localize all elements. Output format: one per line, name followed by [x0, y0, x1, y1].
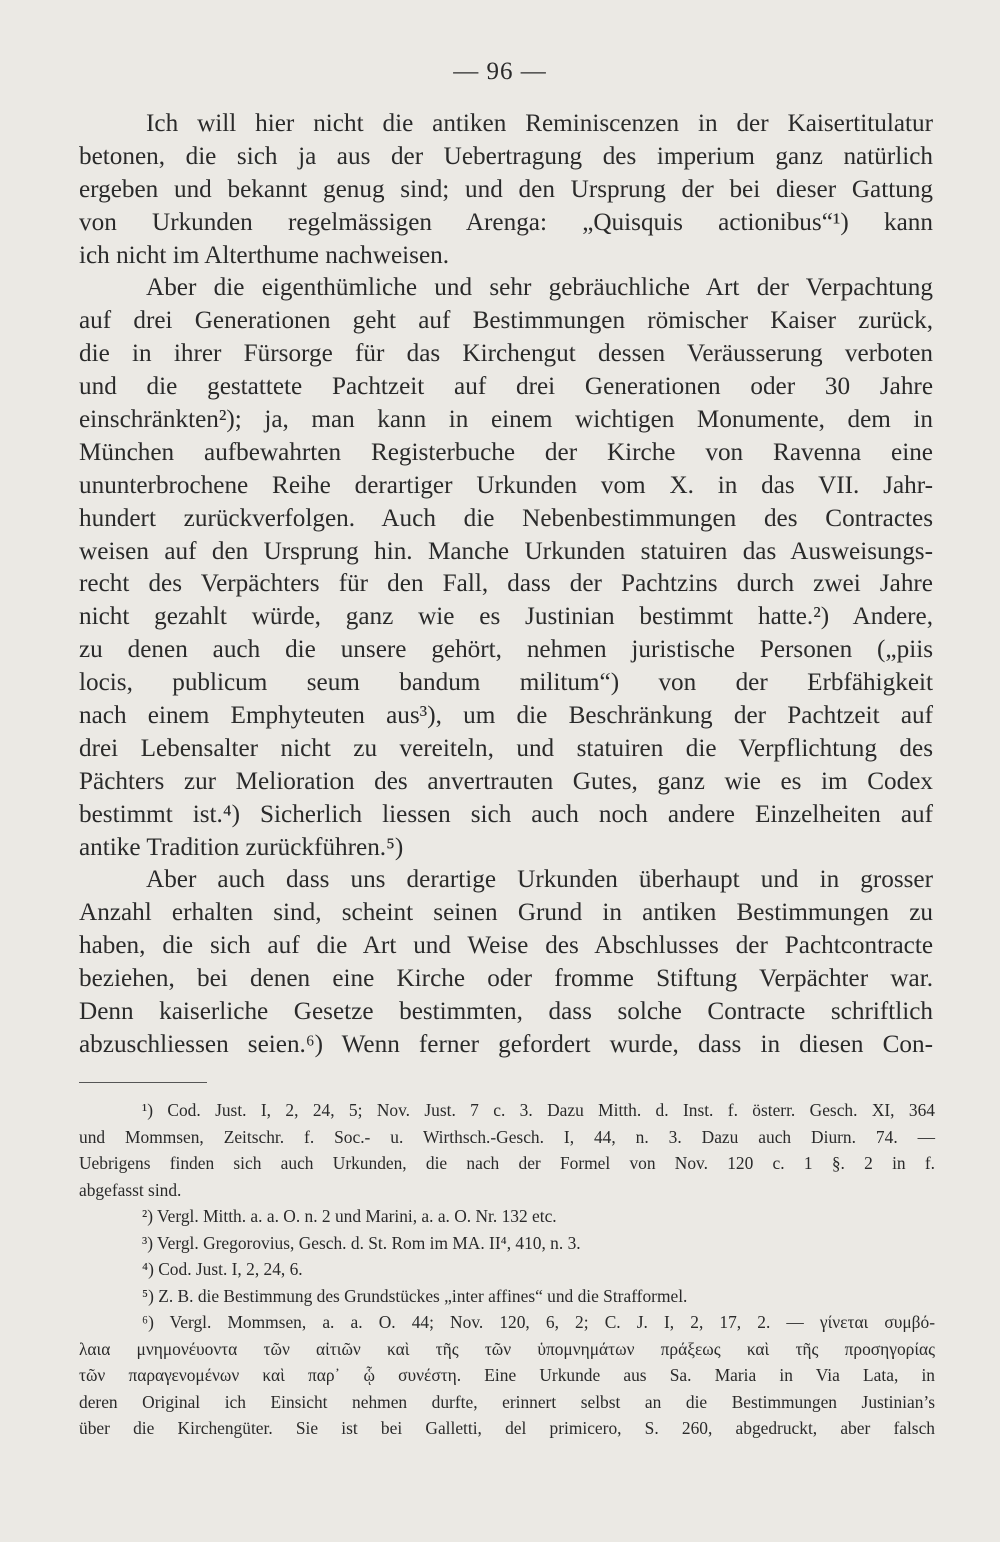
- footnotes: [79, 1097, 935, 1442]
- footnote-line: und Mommsen, Zeitschr. f. Soc.- u. Wirthsch.-Gesch. I, 44, n. 3. Dazu auch Diurn. 74. —: [79, 1126, 935, 1147]
- text-line: Aber die eigenthümliche und sehr gebräuchliche Art der Verpachtung: [146, 274, 933, 302]
- text-line: einschränkten²); ja, man kann in einem wichtigen Monumente, dem in: [79, 406, 933, 434]
- footnote-line: ⁴) Cod. Just. I, 2, 24, 6.: [142, 1259, 303, 1279]
- page-number: — 96 —: [453, 58, 547, 85]
- footnote-line: ²) Vergl. Mitth. a. a. O. n. 2 und Marini, a. a. O. Nr. 132 etc.: [142, 1206, 557, 1226]
- text-line: betonen, die sich ja aus der Uebertragung des imperium ganz natürlich: [79, 142, 933, 170]
- text-line: die in ihrer Fürsorge für das Kirchengut dessen Veräusserung verboten: [79, 340, 933, 368]
- text-line: recht des Verpächters für den Fall, dass der Pachtzins durch zwei Jahre: [79, 570, 933, 598]
- text-line: und die gestattete Pachtzeit auf drei Generationen oder 30 Jahre: [79, 373, 933, 401]
- text-line: ununterbrochene Reihe derartiger Urkunden vom X. in das VII. Jahr-: [79, 471, 933, 499]
- footnote-line: abgefasst sind.: [79, 1179, 182, 1200]
- text-line: ich nicht im Alterthume nachweisen.: [79, 241, 450, 269]
- text-line: von Urkunden regelmässigen Arenga: „Quisquis actionibus“¹) kann: [79, 208, 933, 236]
- footnote-line: Uebrigens finden sich auch Urkunden, die nach der Formel von Nov. 120 c. 1 §. 2 in f.: [79, 1153, 935, 1173]
- text-line: locis, publicum seum bandum militum“) von der Erbfähigkeit: [79, 669, 933, 697]
- text-line: bestimmt ist.⁴) Sicherlich liessen sich auch noch andere Einzelheiten auf: [79, 800, 933, 828]
- footnote-line: über die Kirchengüter. Sie ist bei Galletti, del primicero, S. 260, abgedruckt, aber falsch: [79, 1418, 935, 1438]
- main-text: [79, 108, 933, 1062]
- text-line: auf drei Generationen geht auf Bestimmungen römischer Kaiser zurück,: [79, 307, 933, 335]
- footnote-line: ⁵) Z. B. die Bestimmung des Grundstückes „inter affines“ und die Strafformel.: [142, 1285, 688, 1306]
- footnote-divider: [79, 1082, 207, 1083]
- text-line: nach einem Emphyteuten aus³), um die Beschränkung der Pachtzeit auf: [79, 702, 933, 730]
- text-line: Ich will hier nicht die antiken Reminiscenzen in der Kaisertitulatur: [146, 110, 933, 137]
- text-line: drei Lebensalter nicht zu vereiteln, und statuiren die Verpflichtung des: [79, 734, 933, 762]
- footnote-line: λαια μνημονέυοντα τῶν αἰτιῶν καὶ τῆς τῶν ὑπομνημάτων πράξεως καὶ τῆς προσηγορίας: [79, 1338, 935, 1359]
- text-line: hundert zurückverfolgen. Auch die Nebenbestimmungen des Contractes: [79, 504, 933, 532]
- footnote-line: deren Original ich Einsicht nehmen durfte, erinnert selbst an die Bestimmungen Justinian’s: [79, 1391, 935, 1412]
- text-line: Aber auch dass uns derartige Urkunden überhaupt und in grosser: [146, 866, 933, 894]
- footnote-line: ⁶) Vergl. Mommsen, a. a. O. 44; Nov. 120, 6, 2; C. J. I, 2, 17, 2. — γίνεται συμβό-: [142, 1312, 935, 1332]
- text-line: abzuschliessen seien.⁶) Wenn ferner gefordert wurde, dass in diesen Con-: [79, 1030, 933, 1058]
- text-line: Denn kaiserliche Gesetze bestimmten, dass solche Contracte schriftlich: [79, 998, 933, 1026]
- footnote-line: τῶν παραγενομένων καὶ παρ᾽ ᾧ συνέστη. Eine Urkunde aus Sa. Maria in Via Lata, in: [79, 1365, 935, 1385]
- text-line: beziehen, bei denen eine Kirche oder fromme Stiftung Verpächter war.: [79, 965, 933, 993]
- text-line: Pächters zur Melioration des anvertrauten Gutes, ganz wie es im Codex: [79, 767, 933, 795]
- text-line: haben, die sich auf die Art und Weise des Abschlusses der Pachtcontracte: [79, 932, 933, 960]
- text-line: nicht gezahlt würde, ganz wie es Justinian bestimmt hatte.²) Andere,: [79, 603, 933, 631]
- text-line: zu denen auch die unsere gehört, nehmen juristische Personen („piis: [79, 636, 933, 664]
- text-line: ergeben und bekannt genug sind; und den Ursprung der bei dieser Gattung: [79, 175, 933, 203]
- text-line: weisen auf den Ursprung hin. Manche Urkunden statuiren das Ausweisungs-: [79, 537, 933, 565]
- footnote-line: ³) Vergl. Gregorovius, Gesch. d. St. Rom im MA. II⁴, 410, n. 3.: [142, 1232, 581, 1253]
- text-line: antike Tradition zurückführen.⁵): [79, 833, 404, 861]
- footnote-line: ¹) Cod. Just. I, 2, 24, 5; Nov. Just. 7 c. 3. Dazu Mitth. d. Inst. f. österr. Gesch. XI, 364: [142, 1100, 935, 1120]
- text-line: München aufbewahrten Registerbuche der Kirche von Ravenna eine: [79, 438, 933, 466]
- text-line: Anzahl erhalten sind, scheint seinen Grund in antiken Bestimmungen zu: [79, 899, 933, 927]
